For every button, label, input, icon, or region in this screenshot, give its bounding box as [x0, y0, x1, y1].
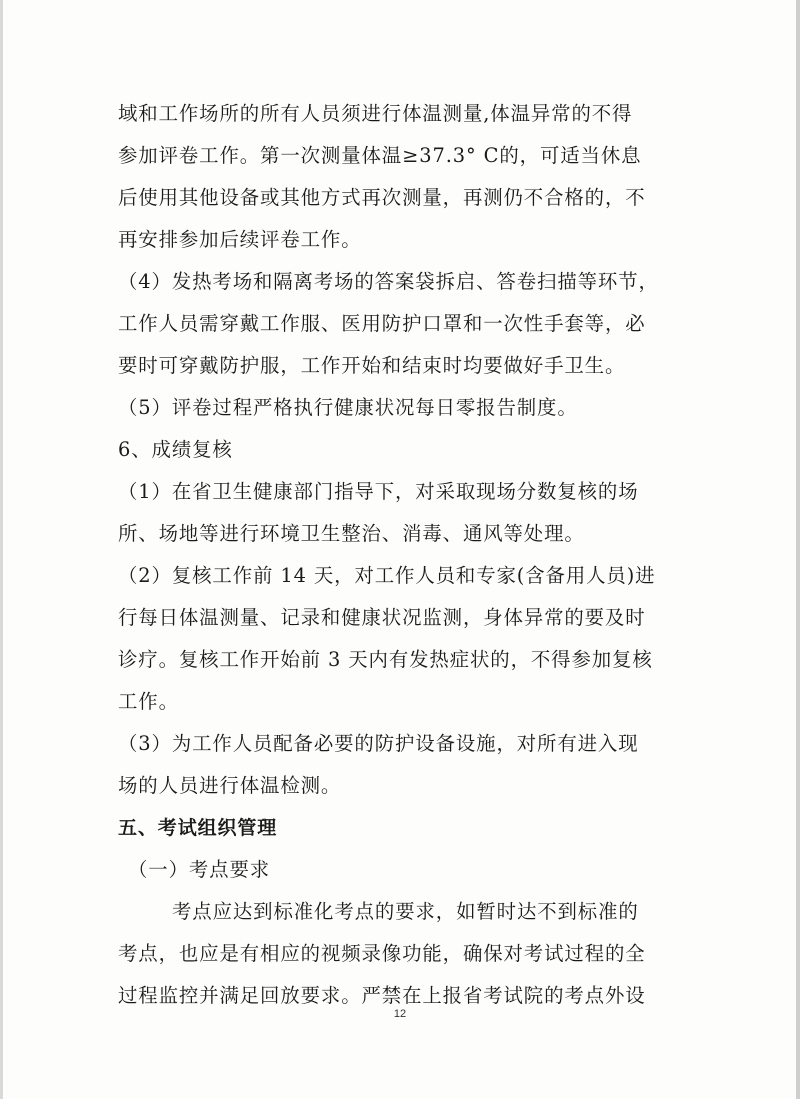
- scan-edge-left: [0, 0, 3, 1099]
- text-line: 过程监控并满足回放要求。严禁在上报省考试院的考点外设: [118, 984, 646, 1007]
- text-line: 后使用其他设备或其他方式再次测量，再测仍不合格的，不: [118, 186, 646, 209]
- text-line: 诊疗。复核工作开始前 3 天内有发热症状的，不得参加复核: [118, 648, 653, 671]
- text-line: （2）复核工作前 14 天，对工作人员和专家(含备用人员)进: [118, 564, 656, 587]
- text-line: 行每日体温测量、记录和健康状况监测，身体异常的要及时: [118, 606, 646, 629]
- text-line: 域和工作场所的所有人员须进行体温测量,体温异常的不得: [118, 102, 633, 125]
- text-line: 再安排参加后续评卷工作。: [118, 228, 362, 251]
- document-body: [118, 93, 663, 1017]
- subsection-heading-venue-requirements: （一）考点要求: [128, 858, 271, 881]
- text-line: 工作人员需穿戴工作服、医用防护口罩和一次性手套等，必: [118, 312, 646, 335]
- text-line: （5）评卷过程严格执行健康状况每日零报告制度。: [118, 396, 578, 419]
- scan-edge-right: [796, 0, 800, 1099]
- text-line: 参加评卷工作。第一次测量体温≥37.3° C的，可适当休息: [118, 144, 642, 167]
- text-line: 所、场地等进行环境卫生整治、消毒、通风等处理。: [118, 522, 585, 545]
- text-line: （4）发热考场和隔离考场的答案袋拆启、答卷扫描等环节，: [118, 270, 659, 293]
- text-line: 考点应达到标准化考点的要求，如暂时达不到标准的: [172, 900, 639, 923]
- text-line: （3）为工作人员配备必要的防护设备设施，对所有进入现: [118, 732, 639, 755]
- text-line: 场的人员进行体温检测。: [118, 774, 342, 797]
- text-line: 工作。: [118, 690, 179, 713]
- text-line: 考点，也应是有相应的视频录像功能，确保对考试过程的全: [118, 942, 646, 965]
- page-number: 12: [393, 1008, 407, 1020]
- text-line: （1）在省卫生健康部门指导下，对采取现场分数复核的场: [118, 480, 639, 503]
- section-heading-score-review: 6、成绩复核: [118, 438, 233, 461]
- text-line: 要时可穿戴防护服，工作开始和结束时均要做好手卫生。: [118, 354, 626, 377]
- section-heading-exam-organization: 五、考试组织管理: [118, 817, 278, 839]
